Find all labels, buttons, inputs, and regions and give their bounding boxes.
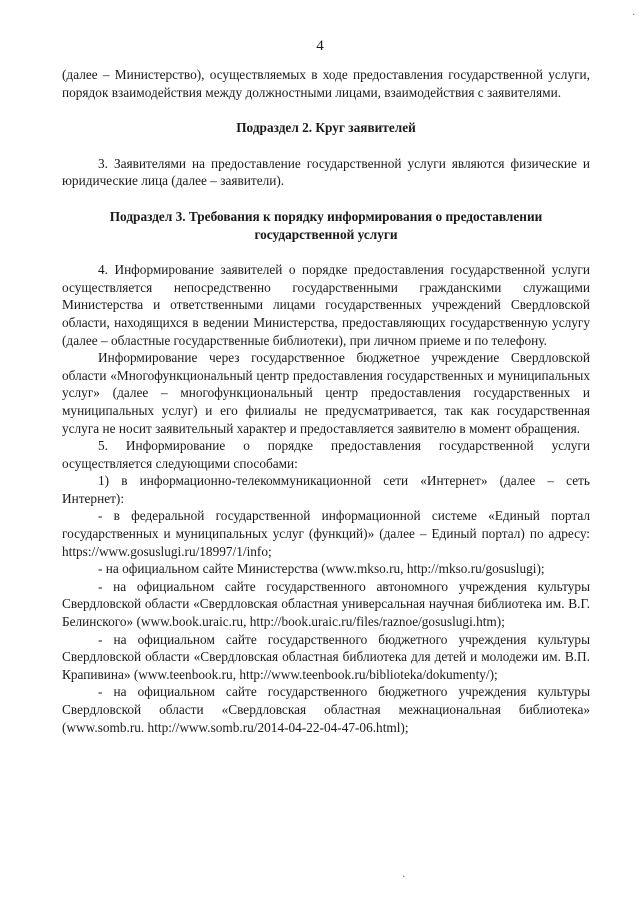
document-body [62, 66, 590, 736]
list-item: - на официальном сайте Министерства (www.mkso.ru, http://mkso.ru/gosuslugi); [98, 561, 545, 577]
subsection-2-title: Подраздел 2. Круг заявителей [236, 120, 416, 136]
scan-speck: · [402, 872, 406, 883]
paragraph-4-continued: Информирование через государственное бюджетное учреждение Свердловской области «Многофункциональный центр предоставления государственных и муниципальных услуг» (далее – многофункциональный центр предоставления государственных и муниципальных услуг) и его филиалы не предусматривается, так как государственная услуга не носит заявительный характер и предоставляется заявителю в момент обращения. [62, 350, 590, 436]
list-item: - на официальном сайте государственного автономного учреждения культуры Свердловской области «Свердловская областная универсальная научная библиотека им. В.Г. Белинского» (www.book.uraic.ru, http://book.uraic.ru/files/raznoe/gosuslugi.htm); [62, 578, 590, 630]
paragraph-5: 5. Информирование о порядке предоставления государственной услуги осуществляется следующими способами: [62, 438, 590, 471]
page-number: 4 [316, 38, 324, 54]
subsection-3-title: Подраздел 3. Требования к порядку информирования о предоставлении государственной услуги [109, 208, 543, 242]
scan-speck: · [632, 10, 636, 21]
list-item: - в федеральной государственной информационной системе «Единый портал государственных и муниципальных услуг (функций)» (далее – Единый портал) по адресу: https://www.gosuslugi.ru/18997/1/info; [62, 508, 590, 559]
paragraph-4: 4. Информирование заявителей о порядке предоставления государственной услуги осуществляется непосредственно государственными гражданскими служащими Министерства и ответственными лицами государственных учреждений Свердловской области, находящихся в ведении Министерства, предоставляющих государственную услугу (далее – областные государственные библиотеки), при личном приеме и по телефону. [62, 262, 590, 348]
paragraph-5-item-1: 1) в информационно-телекоммуникационной сети «Интернет» (далее – сеть Интернет): [62, 473, 590, 506]
list-item: - на официальном сайте государственного бюджетного учреждения культуры Свердловской области «Свердловская областная межнациональная библиотека» (www.somb.ru. http://www.somb.ru/2014-04-22-04-47-06.html); [62, 684, 590, 735]
paragraph-3: 3. Заявителями на предоставление государственной услуги являются физические и юридические лица (далее – заявители). [62, 155, 590, 189]
list-item: - на официальном сайте государственного бюджетного учреждения культуры Свердловской области «Свердловская областная библиотека для детей и молодежи им. В.П. Крапивина» (www.teenbook.ru, http://www.teenbook.ru/biblioteka/dokumenty/); [62, 631, 590, 682]
intro-paragraph: (далее – Министерство), осуществляемых в ходе предоставления государственной услуги, порядок взаимодействия между должностными лицами, взаимодействия с заявителями. [62, 67, 590, 100]
